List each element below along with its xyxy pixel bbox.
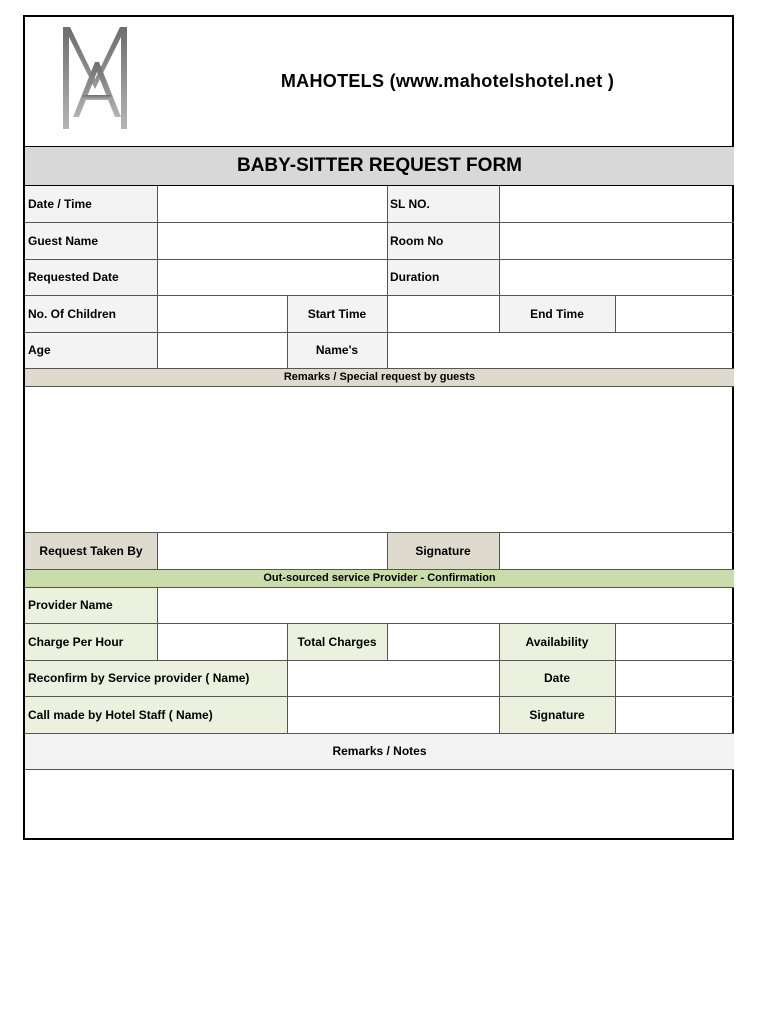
- start-time-label: Start Time: [287, 295, 387, 332]
- ma-monogram-icon: [25, 17, 161, 146]
- age-field[interactable]: [157, 332, 287, 368]
- names-field[interactable]: [387, 332, 734, 368]
- room-no-label: Room No: [387, 222, 499, 259]
- sl-no-field[interactable]: [499, 186, 734, 222]
- age-label: Age: [25, 332, 157, 368]
- provider-signature-field[interactable]: [615, 696, 734, 733]
- availability-label: Availability: [499, 623, 615, 660]
- charge-per-hour-label: Charge Per Hour: [25, 623, 157, 660]
- provider-name-field[interactable]: [157, 587, 734, 623]
- outsourced-provider-heading: Out-sourced service Provider - Confirmation: [25, 569, 734, 587]
- total-charges-field[interactable]: [387, 623, 499, 660]
- request-taken-by-label: Request Taken By: [25, 532, 157, 569]
- date-label: Date: [499, 660, 615, 696]
- end-time-label: End Time: [499, 295, 615, 332]
- request-taken-by-field[interactable]: [157, 532, 387, 569]
- remarks-special-request-area[interactable]: [25, 386, 734, 532]
- total-charges-label: Total Charges: [287, 623, 387, 660]
- charge-per-hour-field[interactable]: [157, 623, 287, 660]
- availability-field[interactable]: [615, 623, 734, 660]
- start-time-field[interactable]: [387, 295, 499, 332]
- date-field[interactable]: [615, 660, 734, 696]
- requested-date-field[interactable]: [157, 259, 387, 295]
- room-no-field[interactable]: [499, 222, 734, 259]
- duration-label: Duration: [387, 259, 499, 295]
- signature-field[interactable]: [499, 532, 734, 569]
- requested-date-label: Requested Date: [25, 259, 157, 295]
- reconfirm-field[interactable]: [287, 660, 499, 696]
- no-of-children-label: No. Of Children: [25, 295, 157, 332]
- duration-field[interactable]: [499, 259, 734, 295]
- baby-sitter-request-form: [23, 15, 734, 840]
- guest-name-label: Guest Name: [25, 222, 157, 259]
- remarks-special-request-heading: Remarks / Special request by guests: [25, 368, 734, 386]
- hotel-logo: [25, 17, 161, 146]
- form-title: BABY-SITTER REQUEST FORM: [25, 147, 734, 185]
- hotel-name-website: MAHOTELS (www.mahotelshotel.net ): [280, 71, 615, 91]
- end-time-field[interactable]: [615, 295, 734, 332]
- no-of-children-field[interactable]: [157, 295, 287, 332]
- date-time-field[interactable]: [157, 186, 387, 222]
- provider-signature-label: Signature: [499, 696, 615, 733]
- call-made-field[interactable]: [287, 696, 499, 733]
- sl-no-label: SL NO.: [387, 186, 499, 222]
- call-made-label: Call made by Hotel Staff ( Name): [25, 696, 287, 733]
- remarks-notes-area[interactable]: [25, 769, 734, 840]
- reconfirm-label: Reconfirm by Service provider ( Name): [25, 660, 287, 696]
- signature-label: Signature: [387, 532, 499, 569]
- date-time-label: Date / Time: [25, 186, 157, 222]
- guest-name-field[interactable]: [157, 222, 387, 259]
- provider-name-label: Provider Name: [25, 587, 157, 623]
- names-label: Name's: [287, 332, 387, 368]
- remarks-notes-heading: Remarks / Notes: [25, 733, 734, 769]
